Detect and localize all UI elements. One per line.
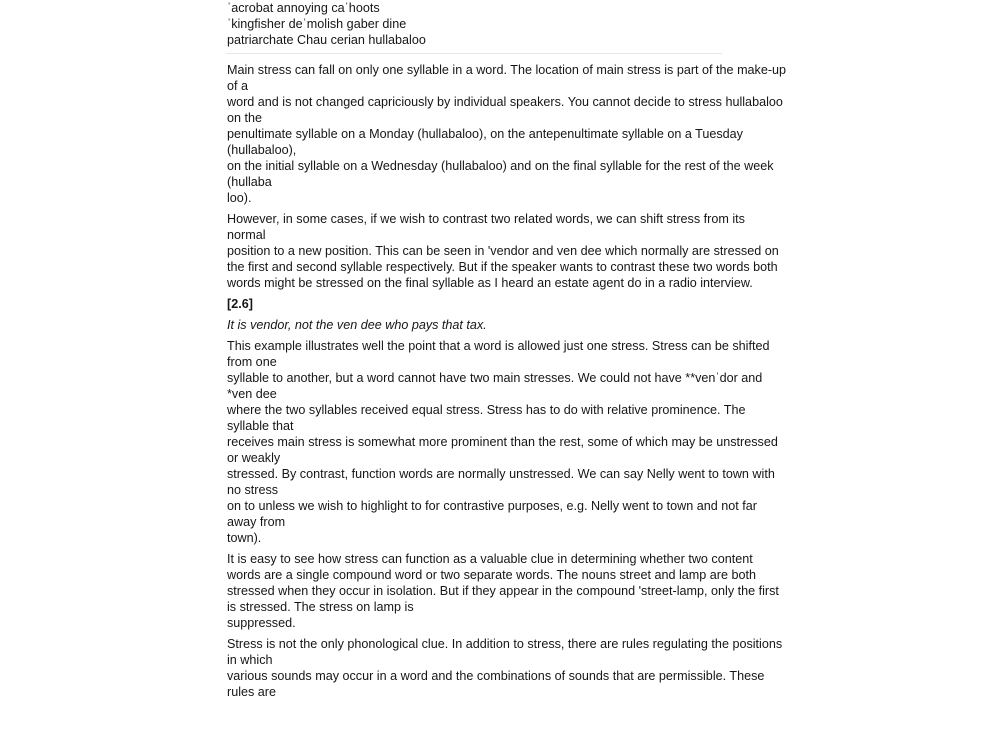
example-word-line: ˈkingfisher deˈmolish gaber dine <box>227 17 407 31</box>
paragraph-line: loo). <box>227 191 252 205</box>
paragraph-line: is stressed. The stress on lamp is <box>227 600 414 614</box>
paragraph-line: Main stress can fall on only one syllable in a word. The location of main stress is part of the make-up <box>227 63 787 77</box>
paragraph <box>227 551 787 631</box>
paragraph-line: on the initial syllable on a Wednesday (hullabaloo) and on the final syllable for the rest of the week <box>227 159 774 173</box>
paragraph-line: of a <box>227 79 249 93</box>
paragraph-line: away from <box>227 515 286 529</box>
paragraph-line: syllable to another, but a word cannot have two main stresses. We could not have **venˈdor and <box>227 371 763 385</box>
paragraph-line: stressed. By contrast, function words are normally unstressed. We can say Nelly went to town with <box>227 467 775 481</box>
paragraph-line: rules are <box>227 685 276 699</box>
paragraph-line: This example illustrates well the point that a word is allowed just one stress. Stress can be shifted <box>227 339 770 353</box>
paragraph-line: It is easy to see how stress can function as a valuable clue in determining whether two content <box>227 552 753 566</box>
document-page <box>227 0 787 705</box>
paragraph-line: no stress <box>227 483 279 497</box>
paragraph <box>227 338 787 546</box>
paragraph-line: penultimate syllable on a Monday (hullabaloo), on the antepenultimate syllable on a Tuesday <box>227 127 743 141</box>
paragraph-line: or weakly <box>227 451 281 465</box>
paragraph <box>227 636 787 700</box>
paragraph-line: Stress is not the only phonological clue. In addition to stress, there are rules regulating the positions <box>227 637 783 651</box>
example-word-line: patriarchate Chau cerian hullabaloo <box>227 33 426 47</box>
paragraph-line: position to a new position. This can be seen in 'vendor and ven dee which normally are stressed on <box>227 244 779 258</box>
paragraph-line: where the two syllables received equal stress. Stress has to do with relative prominence. The <box>227 403 746 417</box>
example-words <box>227 0 787 48</box>
paragraph-line: (hullaba <box>227 175 272 189</box>
example-label: [2.6] <box>227 297 253 311</box>
paragraph-line: *ven dee <box>227 387 277 401</box>
paragraph <box>227 211 787 291</box>
example-sentence: It is vendor, not the ven dee who pays that tax. <box>227 318 487 332</box>
example-word-line: ˈacrobat annoying caˈhoots <box>227 1 380 15</box>
paragraph-line: receives main stress is somewhat more prominent than the rest, some of which may be unstressed <box>227 435 778 449</box>
paragraph-line: words might be stressed on the final syllable as I heard an estate agent do in a radio interview. <box>227 276 753 290</box>
paragraph-line: words are a single compound word or two separate words. The nouns street and lamp are both <box>227 568 756 582</box>
paragraph-line: on to unless we wish to highlight to for contrastive purposes, e.g. Nelly went to town and not far <box>227 499 757 513</box>
paragraph-line: normal <box>227 228 266 242</box>
paragraph-line: stressed when they occur in isolation. But if they appear in the compound 'street-lamp, only the first <box>227 584 779 598</box>
paragraph-line: from one <box>227 355 277 369</box>
paragraph-line: suppressed. <box>227 616 296 630</box>
paragraph <box>227 62 787 206</box>
paragraph-line: However, in some cases, if we wish to contrast two related words, we can shift stress from its <box>227 212 745 226</box>
paragraph-line: in which <box>227 653 273 667</box>
paragraph-line: various sounds may occur in a word and the combinations of sounds that are permissible. These <box>227 669 765 683</box>
paragraph-line: word and is not changed capriciously by individual speakers. You cannot decide to stress hullabaloo <box>227 95 783 109</box>
divider <box>226 53 722 54</box>
paragraph-line: (hullabaloo), <box>227 143 297 157</box>
paragraph-line: the first and second syllable respectively. But if the speaker wants to contrast these two words both <box>227 260 778 274</box>
paragraph-line: town). <box>227 531 262 545</box>
paragraph-line: syllable that <box>227 419 294 433</box>
paragraph-line: on the <box>227 111 263 125</box>
